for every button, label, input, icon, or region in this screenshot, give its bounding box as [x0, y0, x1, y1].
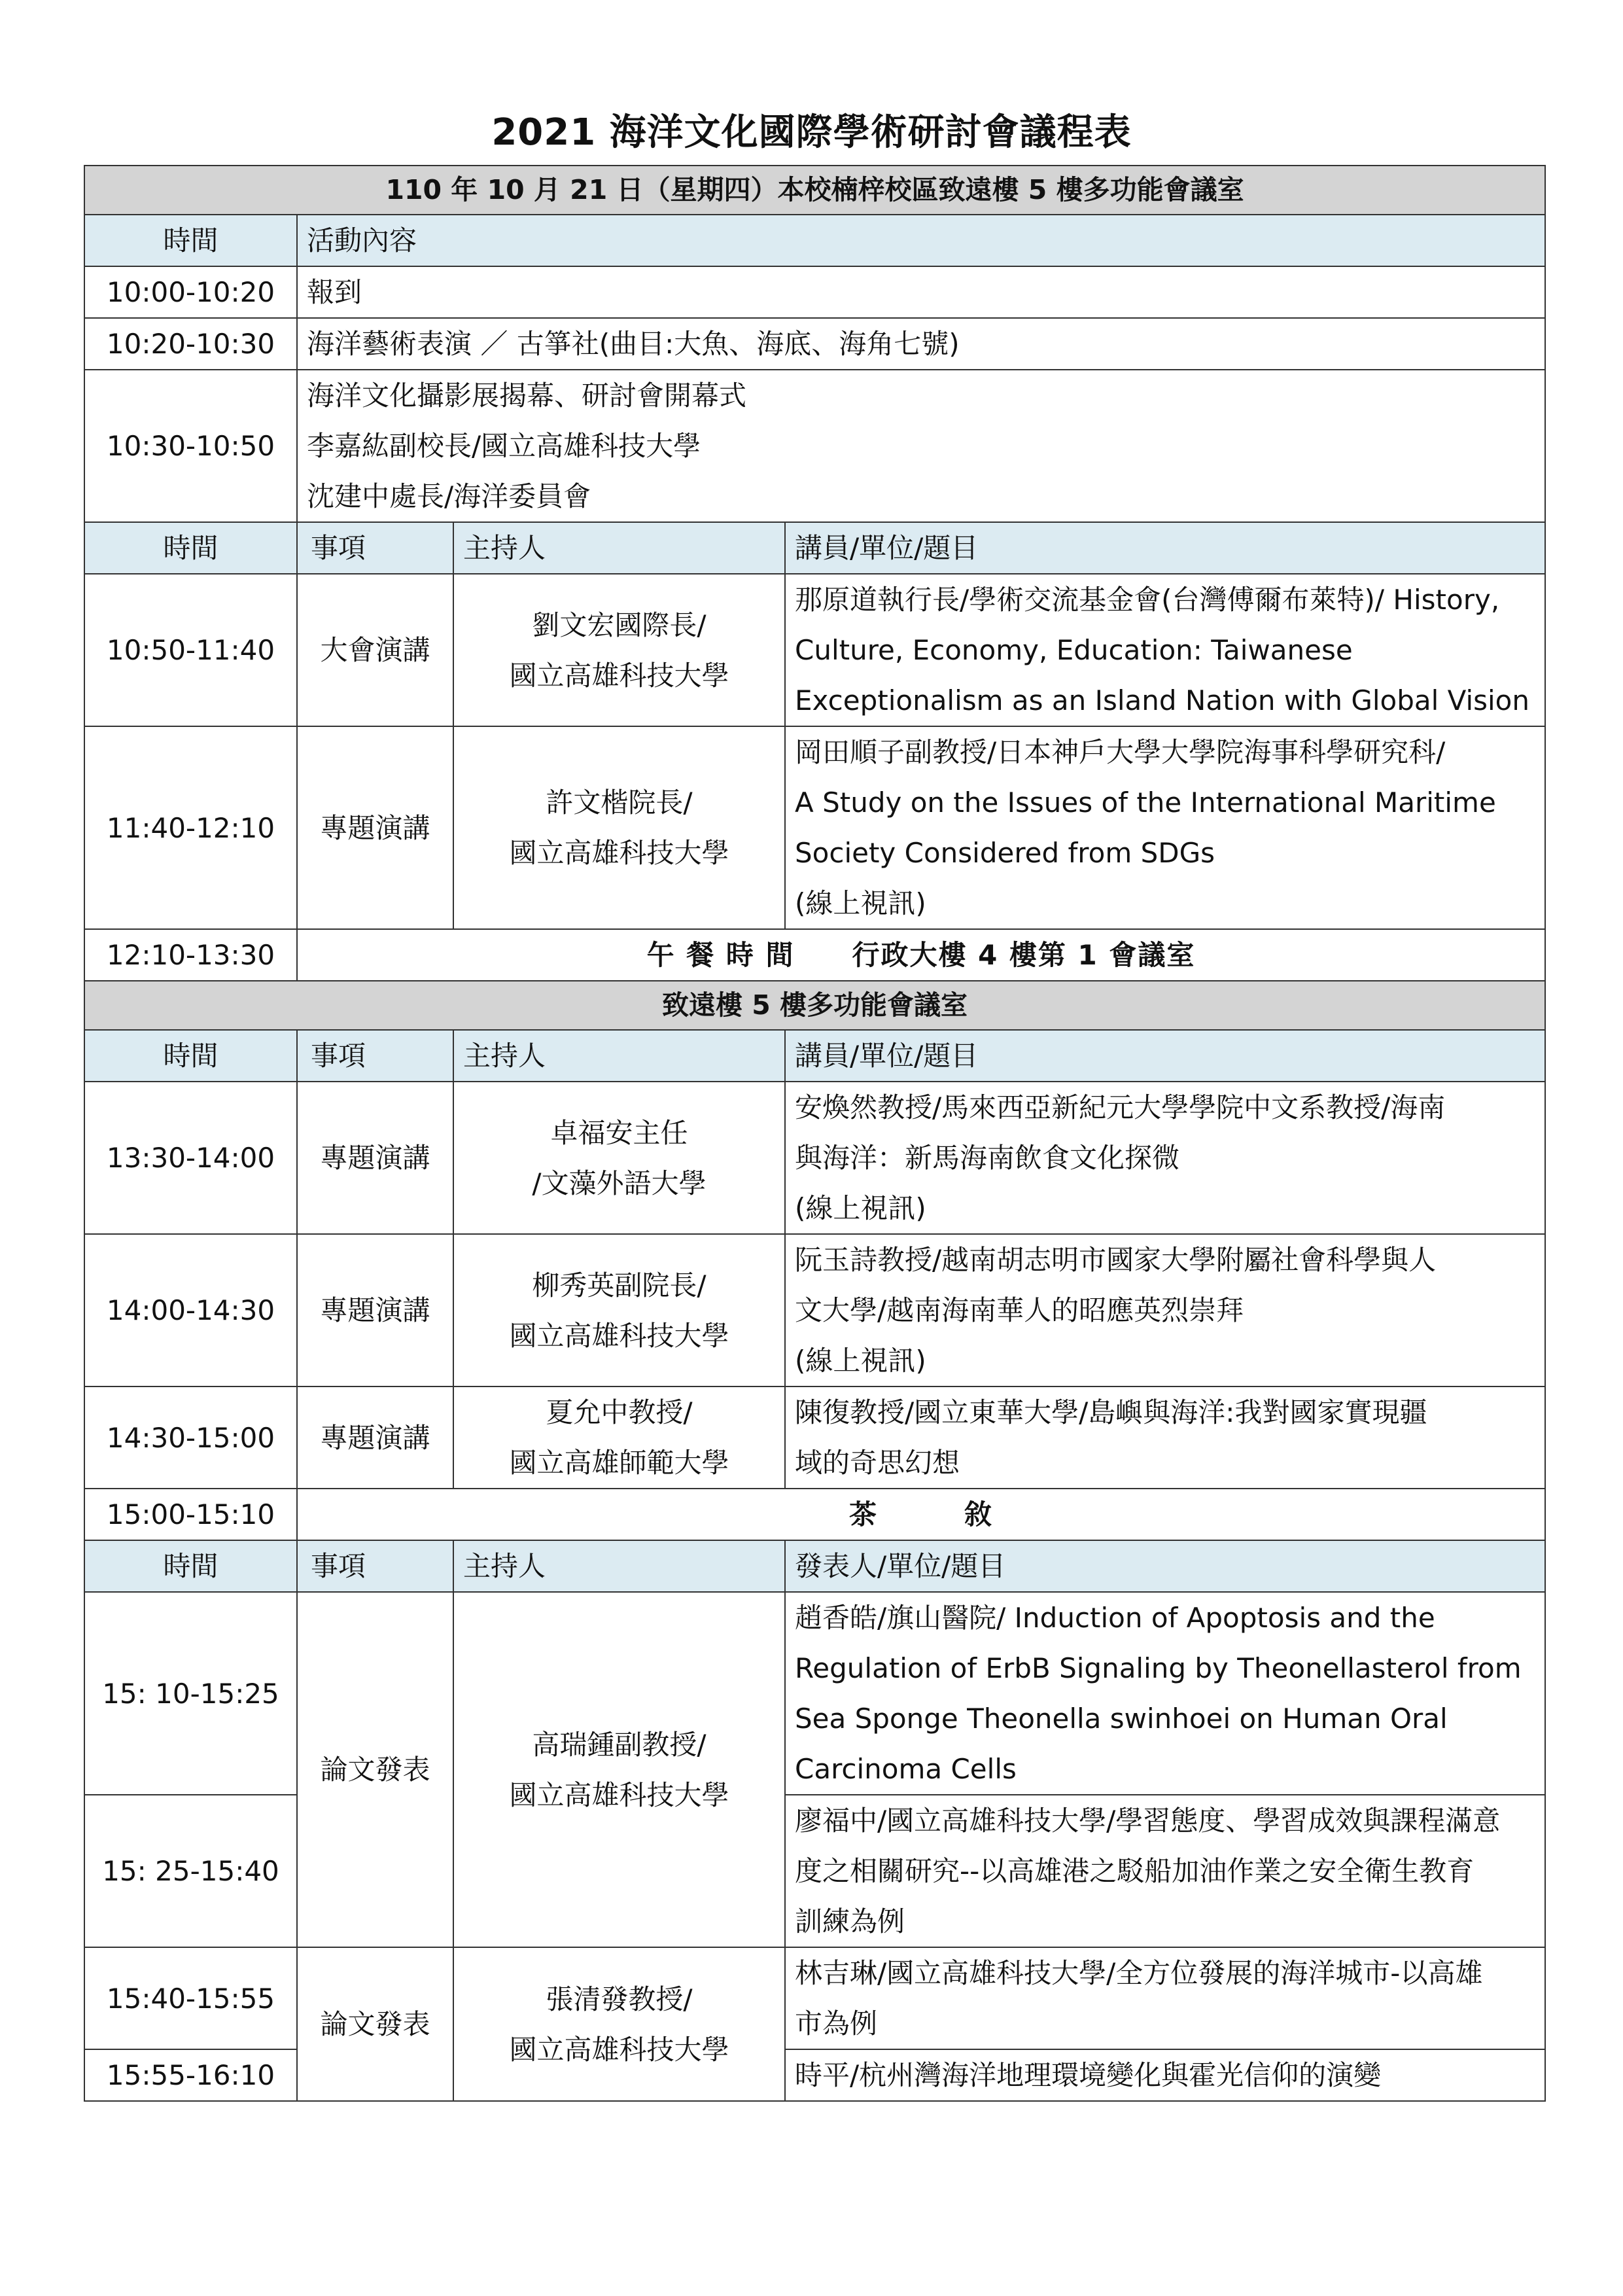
speaker-line: (線上視訊)	[795, 1192, 926, 1224]
speaker-cell	[785, 1234, 1545, 1386]
section-title: 致遠樓 5 樓多功能會議室	[84, 981, 1545, 1030]
header-row-opening	[84, 215, 1545, 266]
time-cell: 14:30-15:00	[84, 1386, 297, 1489]
speaker-line: 阮玉詩教授/越南胡志明市國家大學附屬社會科學與人	[795, 1244, 1437, 1276]
time-cell: 11:40-12:10	[84, 726, 297, 929]
speaker-line: 度之相關研究--以高雄港之駁船加油作業之安全衛生教育	[795, 1855, 1475, 1887]
header-host: 主持人	[453, 1030, 785, 1082]
header-host: 主持人	[453, 522, 785, 574]
speaker-line: 陳復教授/國立東華大學/島嶼與海洋:我對國家實現疆	[795, 1396, 1427, 1428]
speaker-line: 域的奇思幻想	[795, 1447, 960, 1479]
header-speaker: 講員/單位/題目	[785, 522, 1545, 574]
speaker-line: 與海洋：新馬海南飲食文化探微	[795, 1142, 1180, 1174]
table-row	[84, 1592, 1545, 1795]
header-item: 事項	[297, 522, 453, 574]
speaker-cell	[785, 1386, 1545, 1489]
host-line: 夏允中教授/	[546, 1396, 693, 1428]
table-row	[84, 370, 1545, 522]
time-cell: 15:40-15:55	[84, 1947, 297, 2049]
header-item: 事項	[297, 1030, 453, 1082]
item-cell: 大會演講	[297, 574, 453, 726]
content-cell	[297, 370, 1545, 522]
content-line: 李嘉紘副校長/國立高雄科技大學	[307, 430, 701, 462]
table-row	[84, 318, 1545, 370]
time-cell: 10:00-10:20	[84, 266, 297, 318]
header-time: 時間	[84, 1540, 297, 1592]
header-time: 時間	[84, 215, 297, 266]
time-cell: 12:10-13:30	[84, 929, 297, 981]
speaker-line: Society Considered from SDGs	[795, 837, 1215, 869]
host-line: 國立高雄科技大學	[509, 837, 729, 869]
host-line: 劉文宏國際長/	[532, 609, 707, 641]
table-row	[84, 1386, 1545, 1489]
speaker-line: Carcinoma Cells	[795, 1753, 1017, 1785]
host-line: 國立高雄師範大學	[509, 1447, 729, 1479]
host-cell	[453, 1234, 785, 1386]
table-row	[84, 726, 1545, 929]
speaker-line: (線上視訊)	[795, 887, 926, 919]
lunch-row	[84, 929, 1545, 981]
speaker-cell	[785, 1592, 1545, 1795]
item-cell: 專題演講	[297, 1386, 453, 1489]
header-row-afternoon	[84, 1030, 1545, 1082]
document-title: 2021 海洋文化國際學術研討會議程表	[491, 111, 1132, 154]
host-line: 卓福安主任	[550, 1116, 688, 1149]
table-row	[84, 1082, 1545, 1234]
host-line: 張清發教授/	[546, 1983, 693, 2015]
item-cell: 專題演講	[297, 1082, 453, 1234]
host-line: 國立高雄科技大學	[509, 2033, 729, 2066]
time-cell: 15: 10-15:25	[84, 1592, 297, 1795]
host-cell	[453, 574, 785, 726]
item-cell: 專題演講	[297, 726, 453, 929]
lunch-label: 午 餐 時 間 行政大樓 4 樓第 1 會議室	[297, 929, 1545, 981]
time-cell: 15:55-16:10	[84, 2049, 297, 2101]
tea-label: 茶 敘	[297, 1489, 1545, 1540]
table-row	[84, 1234, 1545, 1386]
content-line: 海洋文化攝影展揭幕、研討會開幕式	[307, 380, 747, 412]
host-line: 高瑞鍾副教授/	[532, 1728, 707, 1761]
header-content: 活動內容	[297, 215, 1545, 266]
speaker-cell	[785, 1082, 1545, 1234]
table-row	[84, 574, 1545, 726]
item-cell: 論文發表	[297, 1947, 453, 2101]
speaker-line: 安煥然教授/馬來西亞新紀元大學學院中文系教授/海南	[795, 1091, 1446, 1123]
header-row-papers	[84, 1540, 1545, 1592]
item-cell: 專題演講	[297, 1234, 453, 1386]
time-cell: 15: 25-15:40	[84, 1795, 297, 1947]
content-cell: 海洋藝術表演 ／ 古箏社(曲目:大魚、海底、海角七號)	[297, 318, 1545, 370]
time-cell: 10:30-10:50	[84, 370, 297, 522]
host-line: /文藻外語大學	[532, 1167, 707, 1199]
section-header-afternoon	[84, 981, 1545, 1030]
speaker-line: 文大學/越南海南華人的昭應英烈崇拜	[795, 1294, 1244, 1326]
header-time: 時間	[84, 1030, 297, 1082]
time-cell: 15:00-15:10	[84, 1489, 297, 1540]
speaker-line: 廖福中/國立高雄科技大學/學習態度、學習成效與課程滿意	[795, 1805, 1501, 1837]
header-speaker: 講員/單位/題目	[785, 1030, 1545, 1082]
speaker-cell: 時平/杭州灣海洋地理環境變化與霍光信仰的演變	[785, 2049, 1545, 2101]
header-time: 時間	[84, 522, 297, 574]
speaker-line: Regulation of ErbB Signaling by Theonellasterol from	[795, 1652, 1522, 1684]
host-line: 柳秀英副院長/	[532, 1269, 707, 1301]
header-item: 事項	[297, 1540, 453, 1592]
item-cell: 論文發表	[297, 1592, 453, 1947]
time-cell: 13:30-14:00	[84, 1082, 297, 1234]
time-cell: 14:00-14:30	[84, 1234, 297, 1386]
header-speaker: 發表人/單位/題目	[785, 1540, 1545, 1592]
speaker-line: 訓練為例	[795, 1905, 905, 1937]
speaker-line: 趙香皓/旗山醫院/ Induction of Apoptosis and the	[795, 1602, 1435, 1634]
host-line: 許文楷院長/	[546, 786, 693, 819]
table-row	[84, 266, 1545, 318]
speaker-line: 林吉琳/國立高雄科技大學/全方位發展的海洋城市-以高雄	[795, 1957, 1483, 1989]
speaker-line: 那原道執行長/學術交流基金會(台灣傅爾布萊特)/ History,	[795, 584, 1500, 616]
table-row	[84, 1947, 1545, 2049]
section-title: 110 年 10 月 21 日（星期四）本校楠梓校區致遠樓 5 樓多功能會議室	[84, 166, 1545, 215]
content-line: 沈建中處長/海洋委員會	[307, 480, 591, 512]
speaker-line: (線上視訊)	[795, 1345, 926, 1377]
time-cell: 10:20-10:30	[84, 318, 297, 370]
content-cell: 報到	[297, 266, 1545, 318]
time-cell: 10:50-11:40	[84, 574, 297, 726]
speaker-line: 岡田順子副教授/日本神戶大學大學院海事科學研究科/	[795, 736, 1446, 768]
speaker-line: A Study on the Issues of the International Maritime	[795, 786, 1496, 819]
speaker-cell	[785, 726, 1545, 929]
host-cell	[453, 726, 785, 929]
speaker-line: Culture, Economy, Education: Taiwanese	[795, 634, 1353, 666]
host-cell	[453, 1082, 785, 1234]
speaker-cell	[785, 1947, 1545, 2049]
speaker-line: Sea Sponge Theonella swinhoei on Human Oral	[795, 1703, 1448, 1735]
host-line: 國立高雄科技大學	[509, 659, 729, 692]
header-row-morning	[84, 522, 1545, 574]
host-line: 國立高雄科技大學	[509, 1319, 729, 1352]
host-cell	[453, 1947, 785, 2101]
host-line: 國立高雄科技大學	[509, 1778, 729, 1811]
speaker-cell	[785, 574, 1545, 726]
host-cell	[453, 1592, 785, 1947]
speaker-line: 市為例	[795, 2007, 878, 2040]
tea-row	[84, 1489, 1545, 1540]
agenda-table	[84, 165, 1546, 2102]
section-header-day	[84, 166, 1545, 215]
header-host: 主持人	[453, 1540, 785, 1592]
speaker-cell	[785, 1795, 1545, 1947]
speaker-line: Exceptionalism as an Island Nation with Global Vision	[795, 684, 1529, 716]
host-cell	[453, 1386, 785, 1489]
